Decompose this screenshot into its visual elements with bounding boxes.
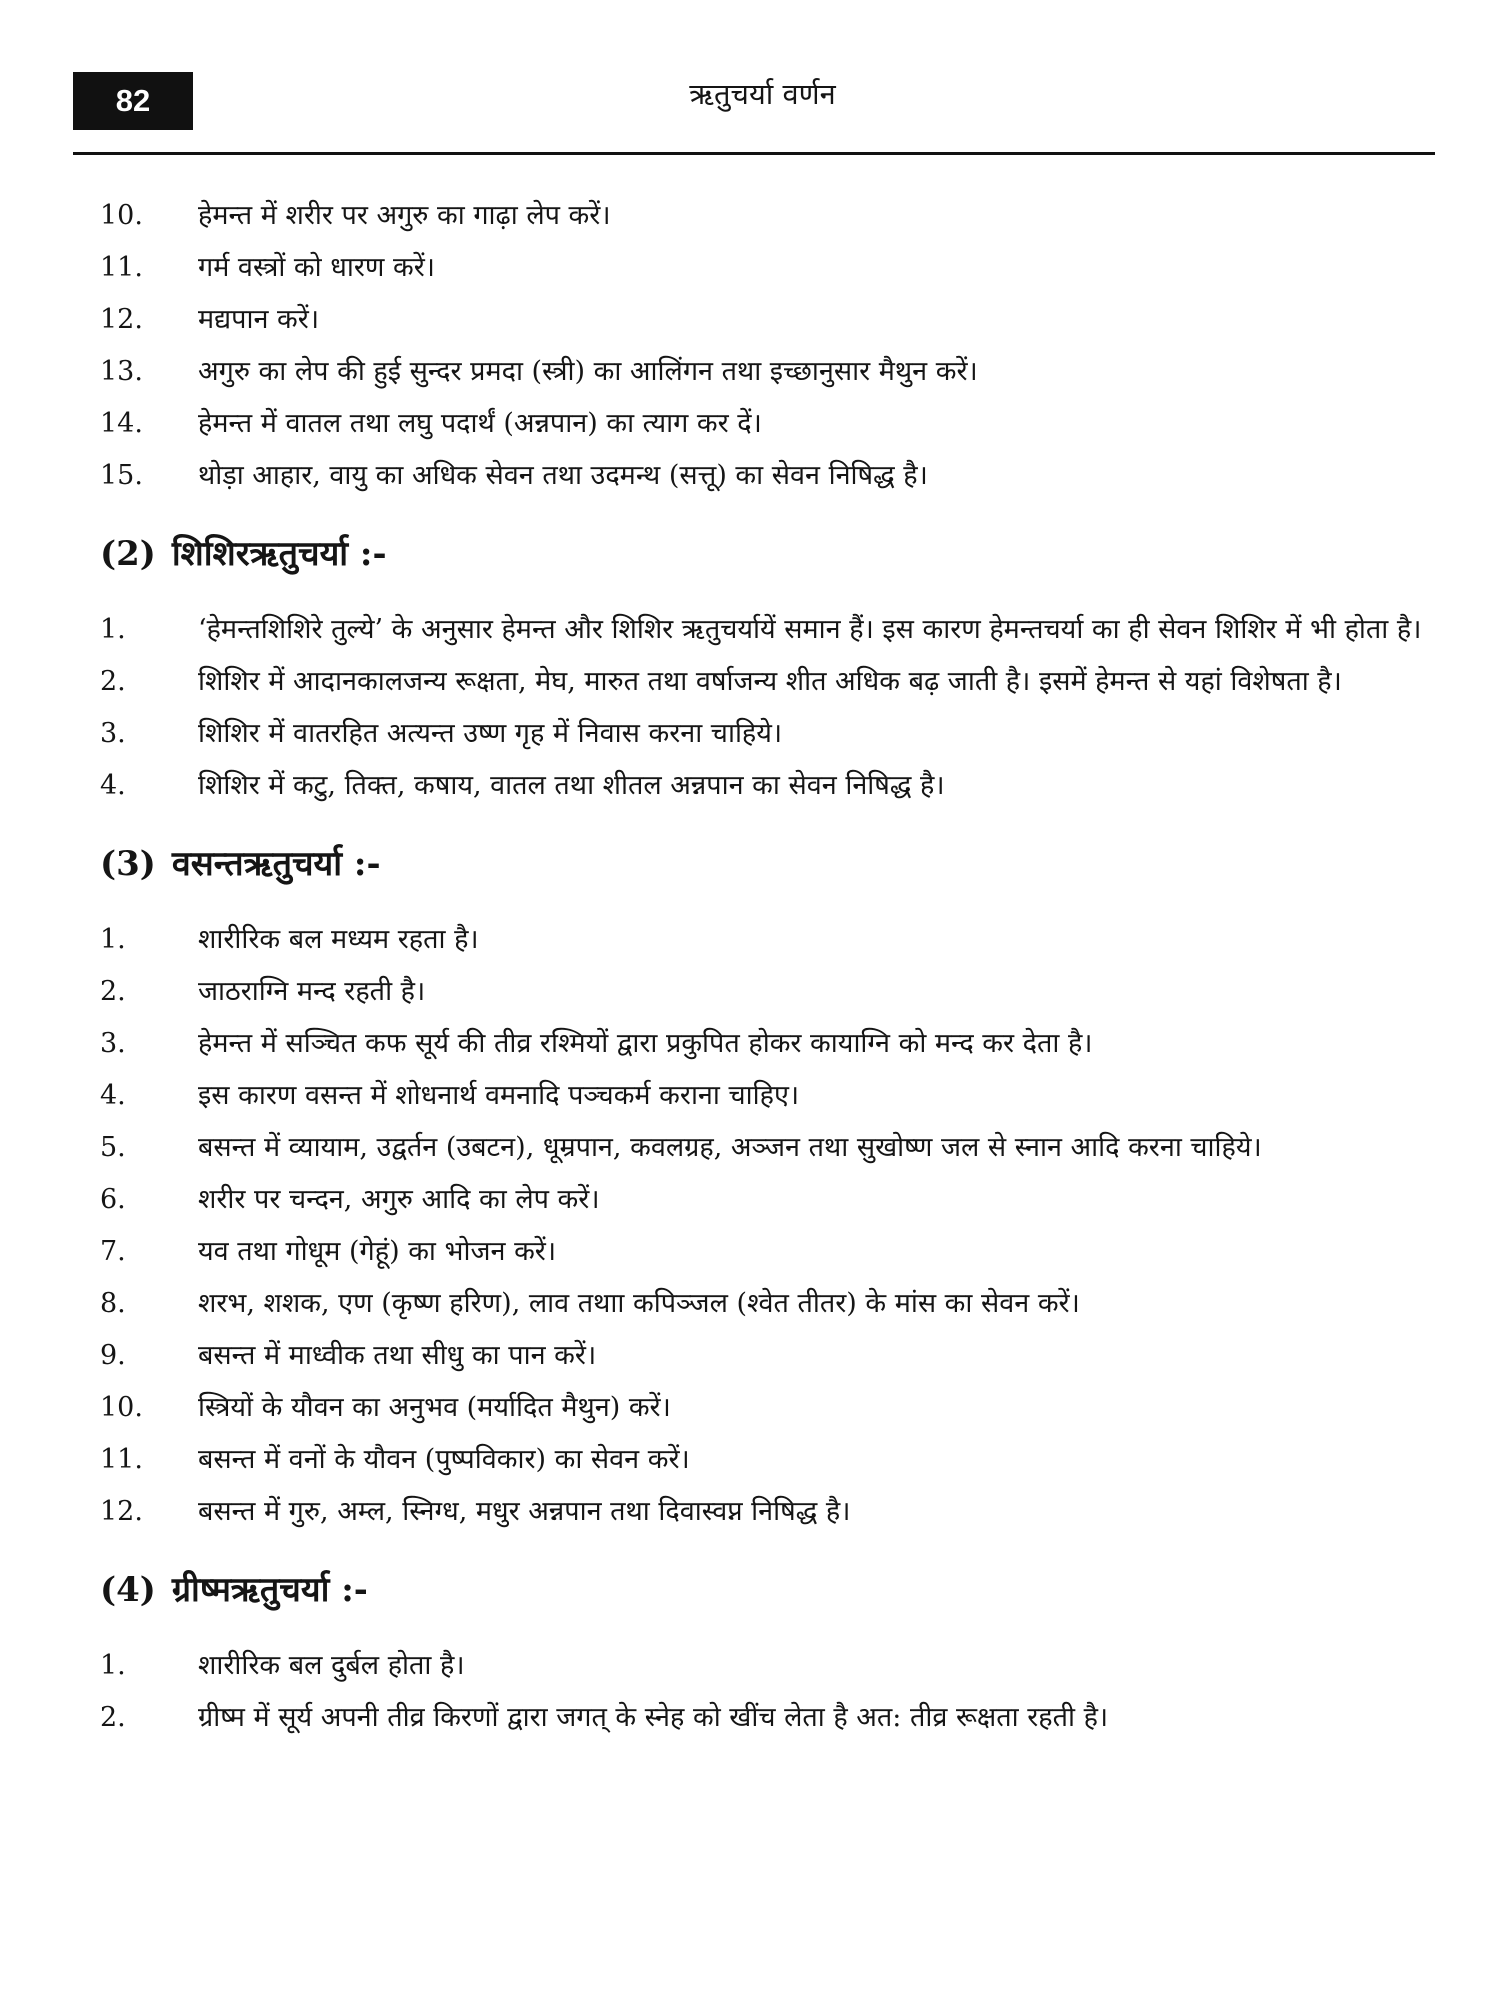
list-item	[100, 1640, 1435, 1692]
section-title: वसन्तऋतुचर्या :-	[171, 844, 381, 884]
item-text: शारीरिक बल मध्यम रहता है।	[198, 924, 479, 955]
item-text: बसन्त में गुरु, अम्ल, स्निग्ध, मधुर अन्नपान तथा दिवास्वप्न निषिद्ध है।	[198, 1496, 851, 1527]
list-item	[100, 1382, 1435, 1434]
page-body	[100, 190, 1435, 1744]
list-item	[100, 398, 1435, 450]
section-heading	[100, 842, 1435, 886]
section-number: (2)	[100, 534, 156, 574]
item-text: शिशिर में वातरहित अत्यन्त उष्ण गृह में निवास करना चाहिये।	[198, 718, 783, 749]
item-text: शिशिर में कटु, तिक्त, कषाय, वातल तथा शीतल अन्नपान का सेवन निषिद्ध है।	[198, 770, 945, 801]
item-number: 4.	[100, 1080, 126, 1111]
item-text: मद्यपान करें।	[198, 304, 320, 335]
section-grishma	[100, 1568, 1435, 1744]
item-number: 13.	[100, 356, 143, 387]
item-number: 12.	[100, 304, 143, 335]
running-head-title: ऋतुचर्या वर्णन	[689, 77, 836, 111]
intro-list	[100, 190, 1435, 502]
item-text: हेमन्त में सञ्चित कफ सूर्य की तीव्र रश्मियों द्वारा प्रकुपित होकर कायाग्नि को मन्द कर देता है।	[198, 1028, 1093, 1059]
section-heading	[100, 532, 1435, 576]
item-number: 5.	[100, 1132, 126, 1163]
item-text: ‘हेमन्तशिशिरे तुल्ये’ के अनुसार हेमन्त और शिशिर ऋतुचर्यायें समान हैं। इस कारण हेमन्तचर्या का ही सेवन शिशिर में भी होता है।	[198, 614, 1422, 645]
item-number: 3.	[100, 1028, 126, 1059]
item-number: 7.	[100, 1236, 126, 1267]
item-text: बसन्त में वनों के यौवन (पुष्पविकार) का सेवन करें।	[198, 1444, 690, 1475]
item-number: 2.	[100, 1702, 126, 1733]
list-item	[100, 1692, 1435, 1744]
item-number: 11.	[100, 1444, 143, 1475]
item-number: 14.	[100, 408, 143, 439]
list-item	[100, 656, 1435, 708]
item-number: 1.	[100, 1650, 126, 1681]
item-text: थोड़ा आहार, वायु का अधिक सेवन तथा उदमन्थ (सत्तू) का सेवन निषिद्ध है।	[198, 460, 928, 491]
list-item	[100, 1330, 1435, 1382]
page-number: 82	[73, 72, 193, 130]
header-rule	[73, 152, 1435, 155]
item-number: 9.	[100, 1340, 126, 1371]
item-number: 10.	[100, 200, 143, 231]
list-item	[100, 1278, 1435, 1330]
list-item	[100, 1226, 1435, 1278]
item-text: शरभ, शशक, एण (कृष्ण हरिण), लाव तथाा कपिञ्जल (श्वेत तीतर) के मांस का सेवन करें।	[198, 1288, 1080, 1319]
item-text: शिशिर में आदानकालजन्य रूक्षता, मेघ, मारुत तथा वर्षाजन्य शीत अधिक बढ़ जाती है। इसमें हेमन्त से यहां विशेषता है।	[198, 666, 1342, 697]
item-text: अगुरु का लेप की हुई सुन्दर प्रमदा (स्त्री) का आलिंगन तथा इच्छानुसार मैथुन करें।	[198, 356, 978, 387]
list-item	[100, 1434, 1435, 1486]
item-number: 1.	[100, 614, 126, 645]
section-number: (4)	[100, 1570, 156, 1610]
item-number: 4.	[100, 770, 126, 801]
section-title: ग्रीष्मऋतुचर्या :-	[171, 1570, 368, 1610]
item-text: जाठराग्नि मन्द रहती है।	[198, 976, 426, 1007]
list-item	[100, 1070, 1435, 1122]
list-item	[100, 242, 1435, 294]
item-text: हेमन्त में शरीर पर अगुरु का गाढ़ा लेप करें।	[198, 200, 611, 231]
item-text: बसन्त में माध्वीक तथा सीधु का पान करें।	[198, 1340, 597, 1371]
section-vasanta	[100, 842, 1435, 1538]
list-item	[100, 190, 1435, 242]
list-item	[100, 346, 1435, 398]
section-shishira	[100, 532, 1435, 812]
item-number: 11.	[100, 252, 143, 283]
list-item	[100, 1174, 1435, 1226]
item-text: यव तथा गोधूम (गेहूं) का भोजन करें।	[198, 1236, 557, 1267]
item-text: ग्रीष्म में सूर्य अपनी तीव्र किरणों द्वारा जगत् के स्नेह को खींच लेता है अत: तीव्र रूक्षता रहती है।	[198, 1702, 1109, 1733]
item-text: गर्म वस्त्रों को धारण करें।	[198, 252, 435, 283]
section-title: शिशिरऋतुचर्या :-	[171, 534, 387, 574]
list-item	[100, 1122, 1435, 1174]
item-number: 15.	[100, 460, 143, 491]
list-item	[100, 966, 1435, 1018]
item-text: इस कारण वसन्त में शोधनार्थ वमनादि पञ्चकर्म कराना चाहिए।	[198, 1080, 800, 1111]
item-number: 6.	[100, 1184, 126, 1215]
item-number: 2.	[100, 976, 126, 1007]
item-text: शरीर पर चन्दन, अगुरु आदि का लेप करें।	[198, 1184, 600, 1215]
list-item	[100, 760, 1435, 812]
item-number: 8.	[100, 1288, 126, 1319]
section-heading	[100, 1568, 1435, 1612]
section-number: (3)	[100, 844, 156, 884]
item-text: स्त्रियों के यौवन का अनुभव (मर्यादित मैथुन) करें।	[198, 1392, 671, 1423]
item-number: 10.	[100, 1392, 143, 1423]
list-item	[100, 1018, 1435, 1070]
list-item	[100, 450, 1435, 502]
item-text: हेमन्त में वातल तथा लघु पदार्थं (अन्नपान) का त्याग कर दें।	[198, 408, 762, 439]
list-item	[100, 914, 1435, 966]
list-item	[100, 708, 1435, 760]
list-item	[100, 294, 1435, 346]
item-text: बसन्त में व्यायाम, उद्वर्तन (उबटन), धूम्रपान, कवलग्रह, अञ्जन तथा सुखोष्ण जल से स्नान आदि करना चाहिये।	[198, 1132, 1262, 1163]
item-number: 12.	[100, 1496, 143, 1527]
list-item	[100, 604, 1435, 656]
item-number: 3.	[100, 718, 126, 749]
item-number: 2.	[100, 666, 126, 697]
item-number: 1.	[100, 924, 126, 955]
list-item	[100, 1486, 1435, 1538]
item-text: शारीरिक बल दुर्बल होता है।	[198, 1650, 465, 1681]
